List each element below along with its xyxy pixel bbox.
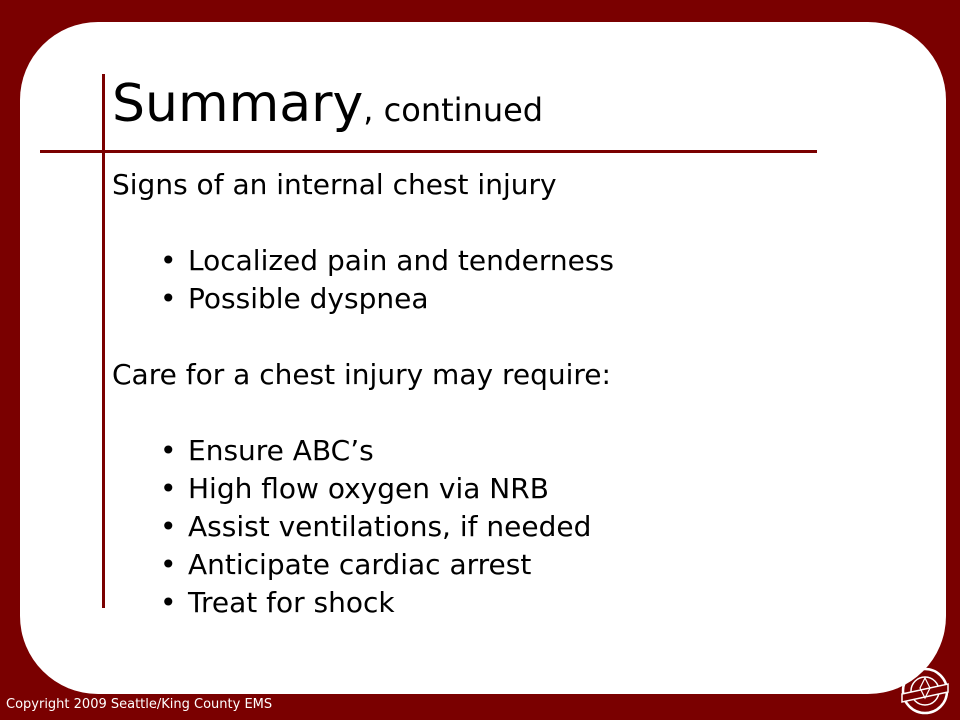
copyright-footer: Copyright 2009 Seattle/King County EMS	[6, 697, 273, 712]
bullet-icon: •	[160, 282, 177, 315]
care-list	[112, 432, 832, 622]
list-item: • Anticipate cardiac arrest	[160, 546, 832, 584]
bullet-icon: •	[160, 472, 177, 505]
bullet-icon: •	[160, 586, 177, 619]
title-main: Summary	[112, 74, 364, 134]
bullet-icon: •	[160, 510, 177, 543]
section-heading-signs: Signs of an internal chest injury	[112, 168, 557, 201]
list-item: • Localized pain and tenderness	[160, 242, 832, 280]
horizontal-rule	[40, 150, 817, 153]
list-item: • High flow oxygen via NRB	[160, 470, 832, 508]
slide-content	[112, 166, 832, 622]
list-item: • Treat for shock	[160, 584, 832, 622]
title-suffix: , continued	[363, 91, 544, 129]
bullet-icon: •	[160, 244, 177, 277]
bullet-icon: •	[160, 548, 177, 581]
bullet-icon: •	[160, 434, 177, 467]
vertical-rule	[102, 74, 105, 608]
king-county-seal-icon	[896, 664, 954, 718]
signs-list	[112, 242, 832, 318]
list-item: • Ensure ABC’s	[160, 432, 832, 470]
list-item: • Possible dyspnea	[160, 280, 832, 318]
list-item: • Assist ventilations, if needed	[160, 508, 832, 546]
section-heading-care: Care for a chest injury may require:	[112, 358, 611, 391]
slide-title	[112, 74, 543, 134]
